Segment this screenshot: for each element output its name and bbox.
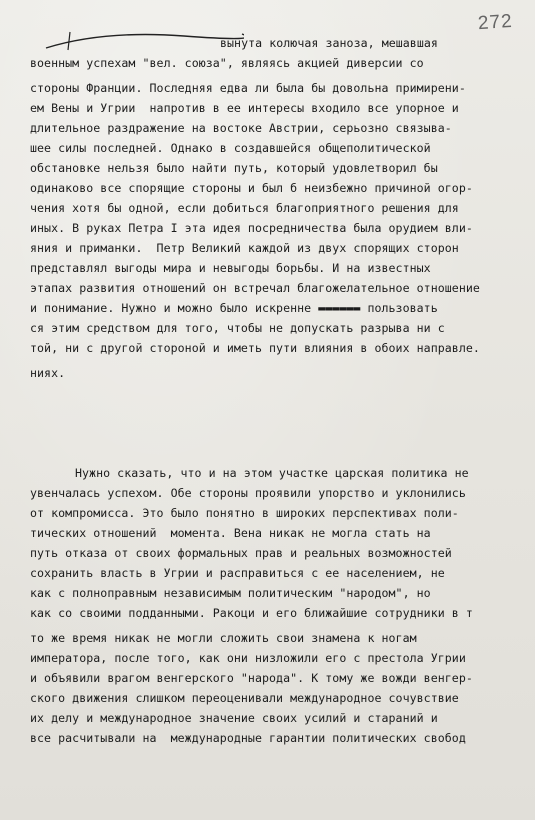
text-line: их делу и международное значение своих усилий и стараний и	[30, 711, 438, 725]
text-line: ниях.	[30, 366, 66, 380]
text-line: императора, после того, как они низложили его с престола Угрии	[30, 651, 466, 665]
text-line: от компромисса. Это было понятно в широких перспективах поли-	[30, 506, 459, 520]
text-line: одинаково все спорящие стороны и был б неизбежно причиной огор-	[30, 181, 473, 195]
text-line: шее силы последней. Однако в создавшейся общеполитической	[30, 141, 431, 155]
text-line: все расчитывали на международные гарантии политических свобод	[30, 731, 466, 745]
text-line: ем Вены и Угрии напротив в ее интересы входило все упорное и	[30, 101, 459, 115]
text-line: представлял выгоды мира и невыгоды борьбы. И на известных	[30, 261, 431, 275]
page-number: 272	[477, 10, 514, 35]
text-line: как с полноправным независимым политическим "народом", но	[30, 586, 431, 600]
text-line: стороны Франции. Последняя едва ли была бы довольна примирени-	[30, 81, 466, 95]
paragraph-2	[30, 466, 530, 751]
text-line: сохранить власть в Угрии и расправиться с ее населением, не	[30, 566, 445, 580]
text-line: чения хотя бы одной, если добиться благоприятного решения для	[30, 201, 459, 215]
text-line: длительное раздражение на востоке Австрии, серьозно связыва-	[30, 121, 452, 135]
text-line: яния и приманки. Петр Великий каждой из двух спорящих сторон	[30, 241, 459, 255]
text-line: то же время никак не могли сложить свои знамена к ногам	[30, 631, 417, 645]
text-line: и понимание. Нужно и можно было искренне ▬▬▬▬▬▬ пользовать	[30, 301, 438, 315]
text-line: и объявили врагом венгерского "народа". К тому же вожди венгер-	[30, 671, 473, 685]
text-line: вынута колючая заноза, мешавшая	[220, 36, 438, 50]
text-line: тических отношений момента. Вена никак не могла стать на	[30, 526, 431, 540]
text-line: той, ни с другой стороной и иметь пути влияния в обоих направле.	[30, 341, 480, 355]
text-line: ся этим средством для того, чтобы не допускать разрыва ни с	[30, 321, 445, 335]
text-line: обстановке нельзя было найти путь, который удовлетворил бы	[30, 161, 438, 175]
text-line: военным успехам "вел. союза", являясь акцией диверсии со	[30, 56, 424, 70]
text-line: ского движения слишком переоценивали международное сочувствие	[30, 691, 459, 705]
text-line: этапах развития отношений он встречал благожелательное отношение	[30, 281, 480, 295]
text-line: Нужно сказать, что и на этом участке царская политика не	[75, 466, 469, 480]
text-line: путь отказа от своих формальных прав и реальных возможностей	[30, 546, 452, 560]
text-line: иных. В руках Петра I эта идея посредничества была орудием вли-	[30, 221, 473, 235]
text-line: как со своими подданными. Ракоци и его ближайшие сотрудники в т	[30, 606, 473, 620]
text-line: увенчалась успехом. Обе стороны проявили упорство и уклонились	[30, 486, 466, 500]
paragraph-1	[30, 36, 530, 386]
